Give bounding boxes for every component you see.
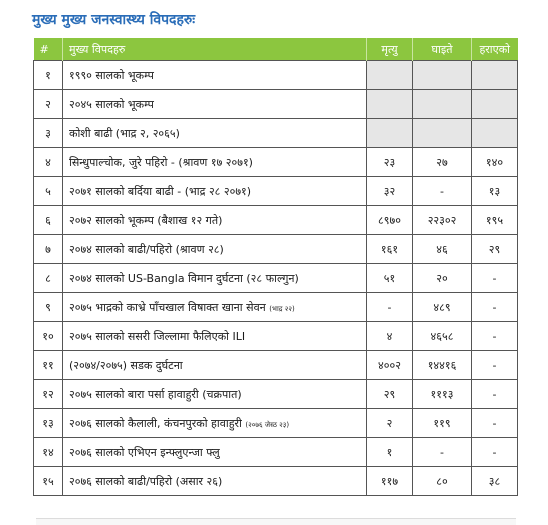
row-injured: ८० <box>413 467 472 496</box>
header-missing: हराएको <box>472 38 518 61</box>
row-deaths: २३ <box>367 148 413 177</box>
row-missing: - <box>472 264 518 293</box>
row-injured: २७ <box>413 148 472 177</box>
row-deaths: १ <box>367 438 413 467</box>
table-row <box>34 438 518 467</box>
row-description <box>63 293 367 322</box>
row-description: २०७२ सालको भूकम्प (बैशाख १२ गते) <box>63 206 367 235</box>
row-missing <box>472 61 518 90</box>
row-description: (२०७४/२०७५) सडक दुर्घटना <box>63 351 367 380</box>
row-deaths: ४००२ <box>367 351 413 380</box>
row-missing: - <box>472 293 518 322</box>
table-row <box>34 90 518 119</box>
row-index: ९ <box>34 293 63 322</box>
row-deaths <box>367 61 413 90</box>
row-missing: १४० <box>472 148 518 177</box>
row-index: ७ <box>34 235 63 264</box>
row-missing: २९ <box>472 235 518 264</box>
row-injured: ११९ <box>413 409 472 438</box>
row-description: सिन्धुपाल्चोक, जुरे पहिरो - (श्रावण १७ २०७१) <box>63 148 367 177</box>
row-index: १५ <box>34 467 63 496</box>
row-deaths <box>367 119 413 148</box>
row-description <box>63 409 367 438</box>
row-index: ११ <box>34 351 63 380</box>
row-description: २०७४ सालको बाढी/पहिरो (श्रावण २८) <box>63 235 367 264</box>
header-injured: घाइते <box>413 38 472 61</box>
table-row <box>34 206 518 235</box>
row-description: २०७६ सालको बाढी/पहिरो (असार २६) <box>63 467 367 496</box>
row-index: ८ <box>34 264 63 293</box>
row-missing: १३ <box>472 177 518 206</box>
row-deaths: १६१ <box>367 235 413 264</box>
table-row <box>34 467 518 496</box>
row-description: २०७१ सालको बर्दिया बाढी - (भाद्र २८ २०७१) <box>63 177 367 206</box>
row-deaths: २ <box>367 409 413 438</box>
table-row <box>34 119 518 148</box>
row-deaths <box>367 90 413 119</box>
row-deaths: ५१ <box>367 264 413 293</box>
table-row <box>34 264 518 293</box>
row-description: २०७५ सालको ससरी जिल्लामा फैलिएको ILI <box>63 322 367 351</box>
row-description-main: २०७५ भाद्रको काभ्रे पाँचखाल विषाक्त खाना सेवन <box>69 300 266 314</box>
row-index: १४ <box>34 438 63 467</box>
row-index: १३ <box>34 409 63 438</box>
row-injured: - <box>413 438 472 467</box>
row-injured: १११३ <box>413 380 472 409</box>
row-missing: - <box>472 322 518 351</box>
row-description: कोशी बाढी (भाद्र २, २०६५) <box>63 119 367 148</box>
row-deaths: - <box>367 293 413 322</box>
row-missing: ३८ <box>472 467 518 496</box>
row-index: ४ <box>34 148 63 177</box>
row-missing: - <box>472 351 518 380</box>
row-injured <box>413 90 472 119</box>
row-index: १२ <box>34 380 63 409</box>
row-index: १ <box>34 61 63 90</box>
page-title: मुख्य मुख्य जनस्वास्थ्य विपदहरुः <box>32 12 196 28</box>
row-injured: ४६५८ <box>413 322 472 351</box>
table-row <box>34 177 518 206</box>
table-header-row <box>34 38 518 61</box>
row-missing <box>472 90 518 119</box>
row-injured <box>413 61 472 90</box>
row-deaths: ३२ <box>367 177 413 206</box>
table-row <box>34 351 518 380</box>
row-index: २ <box>34 90 63 119</box>
row-injured: २० <box>413 264 472 293</box>
row-deaths: ११७ <box>367 467 413 496</box>
row-injured: - <box>413 177 472 206</box>
row-missing: १९५ <box>472 206 518 235</box>
table-row <box>34 380 518 409</box>
table-row <box>34 322 518 351</box>
row-description-date: (भाद्र २२) <box>269 304 295 313</box>
row-missing: - <box>472 380 518 409</box>
row-description-date: (२०७६ जेस्ठ २३) <box>245 420 290 429</box>
table-row <box>34 148 518 177</box>
row-injured: १४४१६ <box>413 351 472 380</box>
row-deaths: ८९७० <box>367 206 413 235</box>
row-index: ३ <box>34 119 63 148</box>
row-missing: - <box>472 409 518 438</box>
row-missing <box>472 119 518 148</box>
row-deaths: २९ <box>367 380 413 409</box>
row-missing: - <box>472 438 518 467</box>
row-description: २०७५ सालको बारा पर्सा हावाहुरी (चक्रपात) <box>63 380 367 409</box>
table-row <box>34 293 518 322</box>
row-description: २०४५ सालको भूकम्प <box>63 90 367 119</box>
table-row <box>34 61 518 90</box>
row-injured: २२३०२ <box>413 206 472 235</box>
disaster-table <box>33 38 518 496</box>
header-num: # <box>34 38 63 61</box>
row-injured: ४८९ <box>413 293 472 322</box>
header-desc: मुख्य विपदहरु <box>63 38 367 61</box>
row-description-main: २०७६ सालको कैलाली, कंचनपुरको हावाहुरी <box>69 416 242 430</box>
row-description: १९९० सालको भूकम्प <box>63 61 367 90</box>
row-description: २०७६ सालको एभिएन इन्फ्लुएन्जा फ्लु <box>63 438 367 467</box>
table-row <box>34 235 518 264</box>
row-injured: ४६ <box>413 235 472 264</box>
row-description: २०७४ सालको US-Bangla विमान दुर्घटना (२८ फाल्गुन) <box>63 264 367 293</box>
row-index: ६ <box>34 206 63 235</box>
row-injured <box>413 119 472 148</box>
row-index: १० <box>34 322 63 351</box>
row-index: ५ <box>34 177 63 206</box>
header-deaths: मृत्यु <box>367 38 413 61</box>
row-deaths: ४ <box>367 322 413 351</box>
table-row <box>34 409 518 438</box>
